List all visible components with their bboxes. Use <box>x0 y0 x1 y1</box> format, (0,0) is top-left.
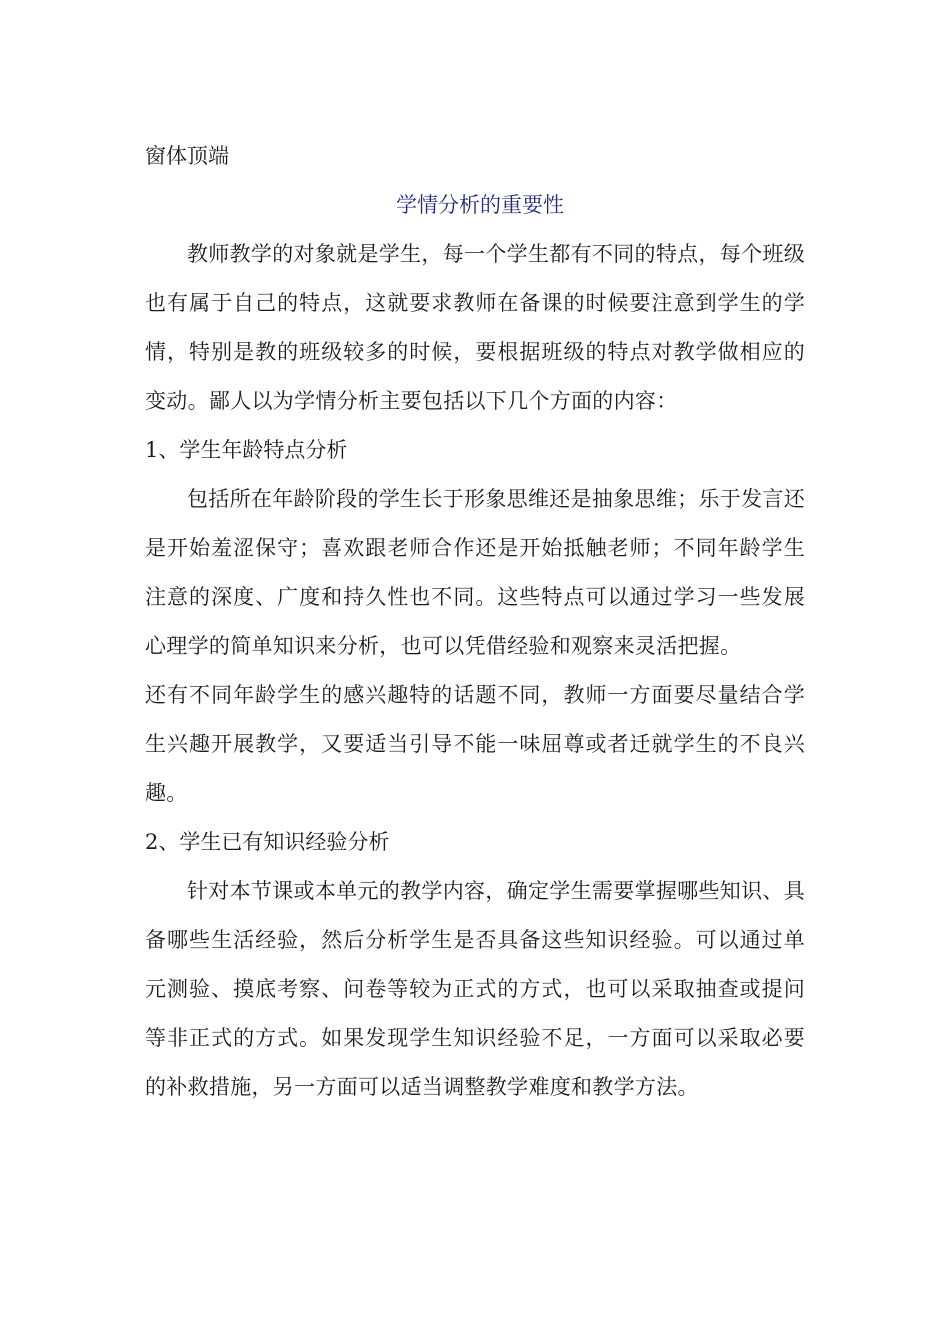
document-page <box>145 128 805 1112</box>
section-heading-knowledge: 2、学生已有知识经验分析 <box>145 830 390 854</box>
form-top-label: 窗体顶端 <box>145 144 229 168</box>
document-title: 学情分析的重要性 <box>396 193 564 217</box>
knowledge-paragraph-1: 针对本节课或本单元的教学内容，确定学生需要掌握哪些知识、具备哪些生活经验，然后分析学生是否具备这些知识经验。可以通过单元测验、摸底考察、问卷等较为正式的方式，也可以采取抽查或提问等非正式的方式。如果发现学生知识经验不足，一方面可以采取必要的补救措施，另一方面可以适当调整教学难度和教学方法。 <box>145 879 805 1099</box>
age-paragraph-2: 还有不同年龄学生的感兴趣特的话题不同，教师一方面要尽量结合学生兴趣开展教学，又要适当引导不能一味屈尊或者迁就学生的不良兴趣。 <box>145 683 805 805</box>
section-heading-age: 1、学生年龄特点分析 <box>145 438 348 462</box>
age-paragraph-1: 包括所在年龄阶段的学生长于形象思维还是抽象思维；乐于发言还是开始羞涩保守；喜欢跟老师合作还是开始抵触老师；不同年龄学生注意的深度、广度和持久性也不同。这些特点可以通过学习一些发展心理学的简单知识来分析，也可以凭借经验和观察来灵活把握。 <box>145 487 805 658</box>
intro-paragraph: 教师教学的对象就是学生，每一个学生都有不同的特点，每个班级也有属于自己的特点，这就要求教师在备课的时候要注意到学生的学情，特别是教的班级较多的时候，要根据班级的特点对教学做相应的变动。鄙人以为学情分析主要包括以下几个方面的内容： <box>145 242 805 413</box>
